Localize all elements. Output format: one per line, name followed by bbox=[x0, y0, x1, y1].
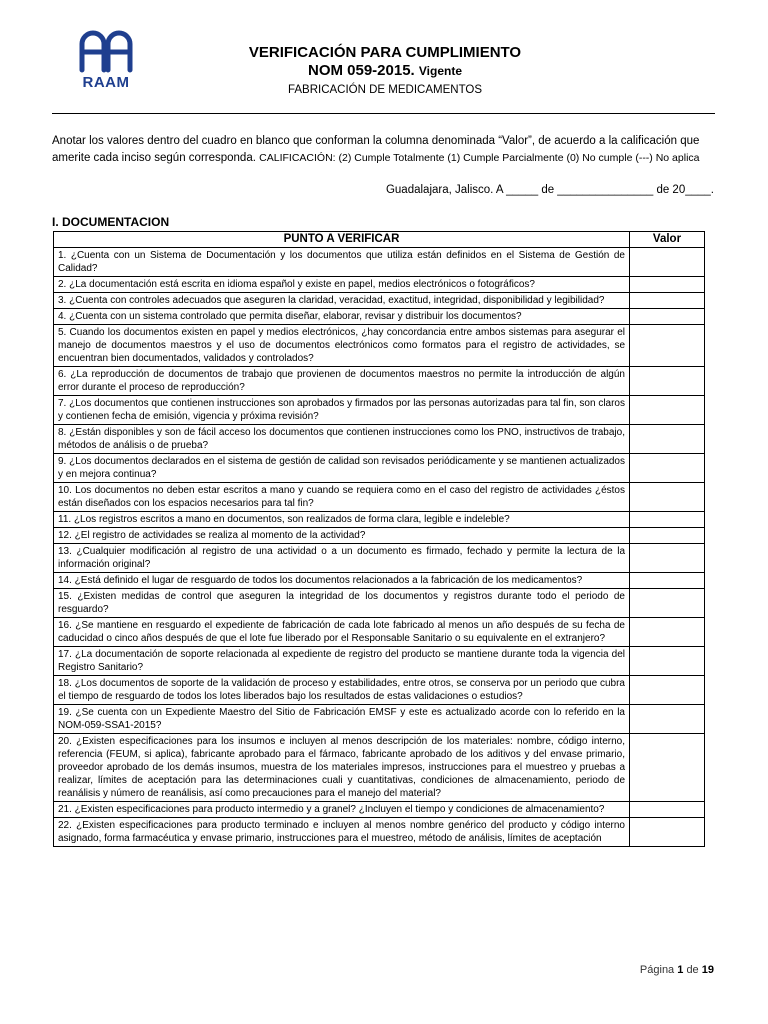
value-cell[interactable] bbox=[630, 425, 705, 454]
document-subtitle: FABRICACIÓN DE MEDICAMENTOS bbox=[287, 84, 483, 96]
value-cell[interactable] bbox=[630, 589, 705, 618]
table-row bbox=[54, 367, 705, 396]
verification-point: 21. ¿Existen especificaciones para producto intermedio y a granel? ¿Incluyen el tiempo y condiciones de almacenamiento? bbox=[54, 802, 630, 818]
verification-point: 3. ¿Cuenta con controles adecuados que aseguren la claridad, veracidad, exactitud, integridad, disponibilidad y legibilidad? bbox=[54, 293, 630, 309]
table-row bbox=[54, 618, 705, 647]
table-row bbox=[54, 293, 705, 309]
verification-point: 13. ¿Cualquier modificación al registro de una actividad o a un documento es firmado, fechado y permite la lectura de la información original? bbox=[54, 544, 630, 573]
value-cell[interactable] bbox=[630, 647, 705, 676]
verification-point: 9. ¿Los documentos declarados en el sistema de gestión de calidad son revisados periódicamente y se mantienen actualizados y en mejora continua? bbox=[54, 454, 630, 483]
value-cell[interactable] bbox=[630, 293, 705, 309]
value-cell[interactable] bbox=[630, 573, 705, 589]
page-number bbox=[640, 964, 714, 976]
verification-point: 8. ¿Están disponibles y son de fácil acceso los documentos que contienen instrucciones como los PNO, instructivos de trabajo, métodos de análisis o de prueba? bbox=[54, 425, 630, 454]
place-date-line: Guadalajara, Jalisco. A _____ de _______________ de 20____. bbox=[385, 184, 714, 196]
table-row bbox=[54, 647, 705, 676]
table-row bbox=[54, 454, 705, 483]
raam-logo-icon bbox=[76, 22, 136, 74]
table-row bbox=[54, 483, 705, 512]
instructions bbox=[52, 133, 716, 167]
table-row bbox=[54, 309, 705, 325]
table-row bbox=[54, 573, 705, 589]
value-cell[interactable] bbox=[630, 454, 705, 483]
verification-point: 17. ¿La documentación de soporte relacionada al expediente de registro del producto se mantiene durante toda la vigencia del Registro Sanitario? bbox=[54, 647, 630, 676]
verification-point: 11. ¿Los registros escritos a mano en documentos, son realizados de forma clara, legible e indeleble? bbox=[54, 512, 630, 528]
verification-point: 12. ¿El registro de actividades se realiza al momento de la actividad? bbox=[54, 528, 630, 544]
column-header-point: PUNTO A VERIFICAR bbox=[54, 232, 630, 248]
verification-point: 18. ¿Los documentos de soporte de la validación de proceso y estabilidades, entre otros, se conserva por un periodo que cubra el tiempo de resguardo de todos los lotes liberados bajo los resultados de estas validaciones o estudios? bbox=[54, 676, 630, 705]
value-cell[interactable] bbox=[630, 325, 705, 367]
value-cell[interactable] bbox=[630, 705, 705, 734]
page-total: 19 bbox=[701, 964, 714, 976]
verification-point: 7. ¿Los documentos que contienen instrucciones son aprobados y firmados por las personas autorizadas para tal fin, son claros y contienen fecha de emisión, vigencia y próxima revisión? bbox=[54, 396, 630, 425]
table-row bbox=[54, 734, 705, 802]
norm-status: Vigente bbox=[418, 64, 463, 78]
page-label: Página bbox=[639, 964, 675, 976]
checklist-table bbox=[53, 231, 705, 847]
verification-point: 20. ¿Existen especificaciones para los insumos e incluyen al menos descripción de los materiales: nombre, código interno, referencia (FEUM, si aplica), fabricante aprobado para el fármaco, fabricante aprobado de los aditivos y del envase primario, proveedor aprobado de los demás insumos, muestra de los materiales impresos, instrucciones para el muestreo y pruebas a realizar, límites de aceptación para las determinaciones cuali y cuantitativas, condiciones de almacenamiento, periodo de reanálisis y número de reanálisis, así como precauciones para el manejo del material? bbox=[54, 734, 630, 802]
verification-point: 5. Cuando los documentos existen en papel y medios electrónicos, ¿hay concordancia entre ambos sistemas para asegurar el manejo de documentos maestros y el uso de documentos electrónicos como formatos para el registro de actividades, se encuentran bien documentados, validados y controlados? bbox=[54, 325, 630, 367]
norm-code: NOM 059-2015. bbox=[307, 62, 415, 79]
value-cell[interactable] bbox=[630, 734, 705, 802]
section-title: I. DOCUMENTACION bbox=[52, 215, 170, 229]
verification-point: 2. ¿La documentación está escrita en idioma español y existe en papel, medios electrónicos o fotográficos? bbox=[54, 277, 630, 293]
page-of-label: de bbox=[686, 964, 699, 976]
verification-point: 1. ¿Cuenta con un Sistema de Documentación y los documentos que utiliza están definidos en el Sistema de Gestión de Calidad? bbox=[54, 248, 630, 277]
table-row bbox=[54, 676, 705, 705]
verification-point: 4. ¿Cuenta con un sistema controlado que permita diseñar, elaborar, revisar y distribuir los documentos? bbox=[54, 309, 630, 325]
verification-point: 10. Los documentos no deben estar escritos a mano y cuando se requiera como en el caso del registro de actividades ¿éstos están diseñados con los espacios necesarios para tal fin? bbox=[54, 483, 630, 512]
table-row bbox=[54, 589, 705, 618]
value-cell[interactable] bbox=[630, 248, 705, 277]
table-header-row bbox=[54, 232, 705, 248]
value-cell[interactable] bbox=[630, 483, 705, 512]
table-row bbox=[54, 528, 705, 544]
raam-logo bbox=[76, 22, 136, 94]
instructions-text: Anotar los valores dentro del cuadro en blanco que conforman la columna denominada “Valor”, de acuerdo a la calificación que amerite cada inciso según corresponda. bbox=[52, 135, 700, 164]
column-header-value: Valor bbox=[630, 232, 705, 248]
value-cell[interactable] bbox=[630, 277, 705, 293]
table-row bbox=[54, 396, 705, 425]
value-cell[interactable] bbox=[630, 802, 705, 818]
table-row bbox=[54, 425, 705, 454]
table-row bbox=[54, 818, 705, 847]
table-row bbox=[54, 802, 705, 818]
table-row bbox=[54, 325, 705, 367]
verification-point: 15. ¿Existen medidas de control que aseguren la integridad de los documentos y registros durante todo el periodo de resguardo? bbox=[54, 589, 630, 618]
table-row bbox=[54, 705, 705, 734]
logo-text: RAAM bbox=[82, 74, 130, 91]
value-cell[interactable] bbox=[630, 367, 705, 396]
rating-legend: CALIFICACIÓN: (2) Cumple Totalmente (1) Cumple Parcialmente (0) No cumple (---) No aplica bbox=[259, 152, 700, 164]
verification-point: 22. ¿Existen especificaciones para producto terminado e incluyen al menos nombre genérico del producto y código interno asignado, forma farmacéutica y envase primario, instrucciones para el muestreo, método de análisis, límites de aceptación bbox=[54, 818, 630, 847]
document-header bbox=[200, 44, 570, 98]
value-cell[interactable] bbox=[630, 618, 705, 647]
value-cell[interactable] bbox=[630, 544, 705, 573]
verification-point: 19. ¿Se cuenta con un Expediente Maestro del Sitio de Fabricación EMSF y este es actualizado acorde con lo referido en la NOM-059-SSA1-2015? bbox=[54, 705, 630, 734]
norm-title bbox=[200, 62, 570, 80]
value-cell[interactable] bbox=[630, 528, 705, 544]
value-cell[interactable] bbox=[630, 676, 705, 705]
value-cell[interactable] bbox=[630, 309, 705, 325]
value-cell[interactable] bbox=[630, 512, 705, 528]
document-title: VERIFICACIÓN PARA CUMPLIMIENTO bbox=[248, 44, 522, 61]
table-row bbox=[54, 512, 705, 528]
table-row bbox=[54, 277, 705, 293]
table-row bbox=[54, 544, 705, 573]
verification-point: 14. ¿Está definido el lugar de resguardo de todos los documentos relacionados a la fabricación de los medicamentos? bbox=[54, 573, 630, 589]
value-cell[interactable] bbox=[630, 818, 705, 847]
page-current: 1 bbox=[677, 964, 684, 976]
header-divider bbox=[52, 113, 715, 114]
table-row bbox=[54, 248, 705, 277]
verification-point: 16. ¿Se mantiene en resguardo el expediente de fabricación de cada lote fabricado al menos un año después de su fecha de caducidad o cinco años después de que el lote fue liberado por el Responsable Sanitario o su equivalente en el extranjero? bbox=[54, 618, 630, 647]
value-cell[interactable] bbox=[630, 396, 705, 425]
verification-point: 6. ¿La reproducción de documentos de trabajo que provienen de documentos maestros no permite la introducción de algún error durante el proceso de reproducción? bbox=[54, 367, 630, 396]
